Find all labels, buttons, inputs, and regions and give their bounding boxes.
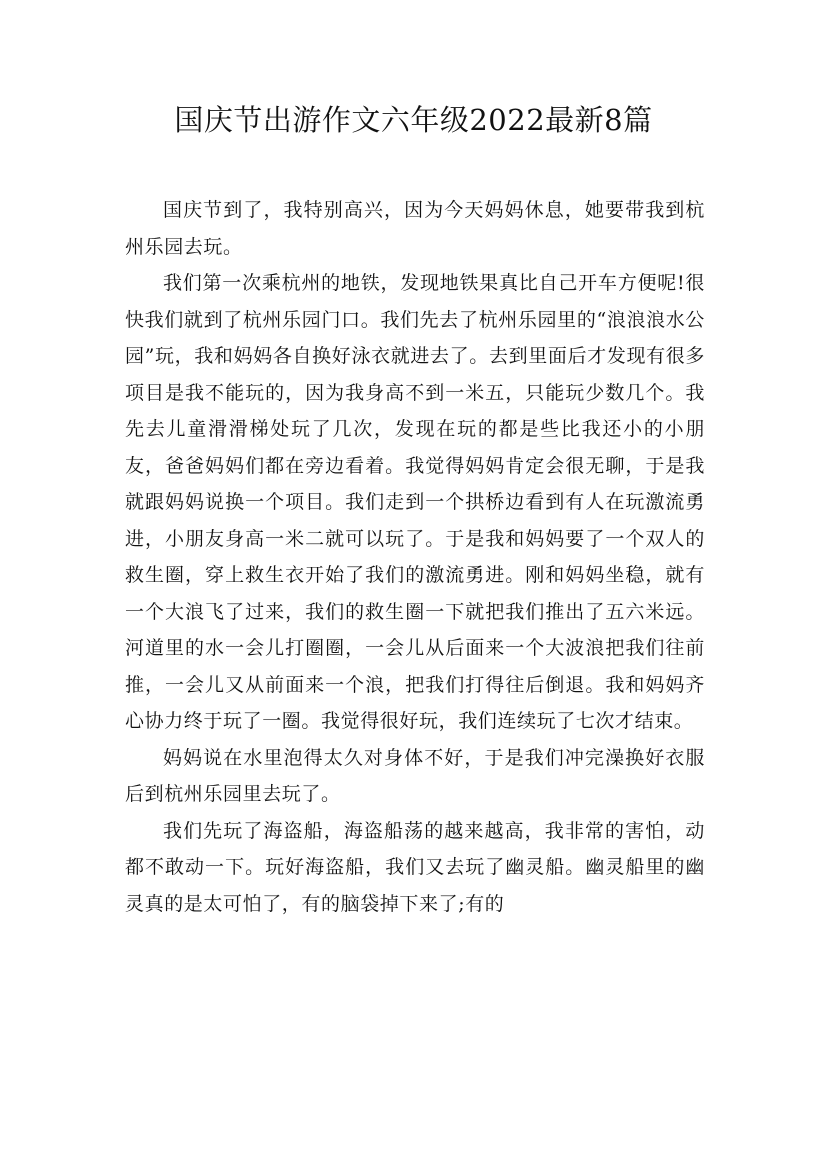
- paragraph: 国庆节到了，我特别高兴，因为今天妈妈休息，她要带我到杭州乐园去玩。: [125, 199, 705, 258]
- paragraph: 我们第一次乘杭州的地铁，发现地铁果真比自己开车方便呢!很快我们就到了杭州乐园门口。我们先去了杭州乐园里的“浪浪浪水公园”玩，我和妈妈各自换好泳衣就进去了。去到里面后才发现有很多项目是我不能玩的，因为我身高不到一米五，只能玩少数几个。我先去儿童滑滑梯处玩了几次，发现在玩的都是些比我还小的小朋友，爸爸妈妈们都在旁边看着。我觉得妈妈肯定会很无聊，于是我就跟妈妈说换一个项目。我们走到一个拱桥边看到有人在玩激流勇进，小朋友身高一米二就可以玩了。于是我和妈妈要了一个双人的救生圈，穿上救生衣开始了我们的激流勇进。刚和妈妈坐稳，就有一个大浪飞了过来，我们的救生圈一下就把我们推出了五六米远。河道里的水一会儿打圈圈，一会儿从后面来一个大波浪把我们往前推，一会儿又从前面来一个浪，把我们打得往后倒退。我和妈妈齐心协力终于玩了一圈。我觉得很好玩，我们连续玩了七次才结束。: [125, 272, 705, 732]
- paragraph: 我们先玩了海盗船，海盗船荡的越来越高，我非常的害怕，动都不敢动一下。玩好海盗船，我们又去玩了幽灵船。幽灵船里的幽灵真的是太可怕了，有的脑袋掉下来了;有的: [125, 819, 705, 915]
- paragraph: 妈妈说在水里泡得太久对身体不好，于是我们冲完澡换好衣服后到杭州乐园里去玩了。: [125, 746, 705, 805]
- document-body: [125, 192, 705, 922]
- document-title: 国庆节出游作文六年级2022最新8篇: [174, 103, 653, 137]
